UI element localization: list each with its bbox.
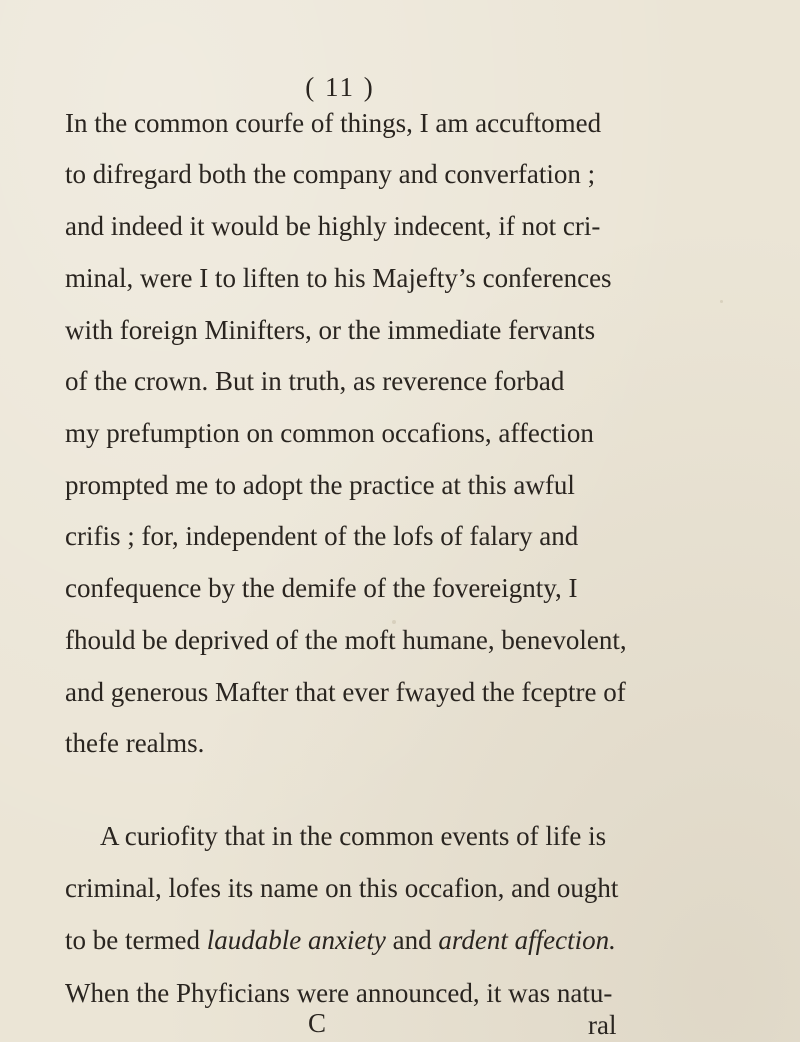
text-line: confequence by the demife of the fovereignty, I xyxy=(65,573,578,604)
text-line: and generous Mafter that ever fwayed the fceptre of xyxy=(65,676,626,707)
catchword: ral xyxy=(588,1010,617,1040)
text-line: criminal, lofes its name on this occafion, and ought xyxy=(65,873,619,904)
text-line: to difregard both the company and converfation ; xyxy=(65,159,596,190)
text-line: fhould be deprived of the moft humane, benevolent, xyxy=(65,624,627,655)
text-line: minal, were I to liften to his Majefty’s conferences xyxy=(65,262,612,293)
text-line: crifis ; for, independent of the lofs of falary and xyxy=(65,521,579,552)
text-line: my prefumption on common occafions, affection xyxy=(65,417,594,448)
text-line: When the Phyficians were announced, it was natu- xyxy=(65,978,613,1008)
text-line: of the crown. But in truth, as reverence forbad xyxy=(65,366,565,397)
text-line: A curiofity that in the common events of life is xyxy=(100,821,607,852)
signature-mark: C xyxy=(308,1008,327,1038)
paper-speck xyxy=(720,300,723,303)
page-number: ( 11 ) xyxy=(305,72,375,102)
text-span: and xyxy=(385,924,439,955)
italic-phrase: laudable anxiety xyxy=(206,924,386,955)
italic-phrase: ardent affection. xyxy=(438,924,616,955)
paper-speck xyxy=(392,620,396,624)
text-line: with foreign Minifters, or the immediate fervants xyxy=(65,314,596,345)
text-span: to be termed xyxy=(65,924,207,955)
text-line: In the common courfe of things, I am accuftomed xyxy=(65,107,602,138)
text-line: thefe realms. xyxy=(65,728,205,759)
text-line: and indeed it would be highly indecent, if not cri- xyxy=(65,211,601,242)
text-line-mixed xyxy=(65,924,616,955)
text-line: prompted me to adopt the practice at this awful xyxy=(65,469,575,500)
